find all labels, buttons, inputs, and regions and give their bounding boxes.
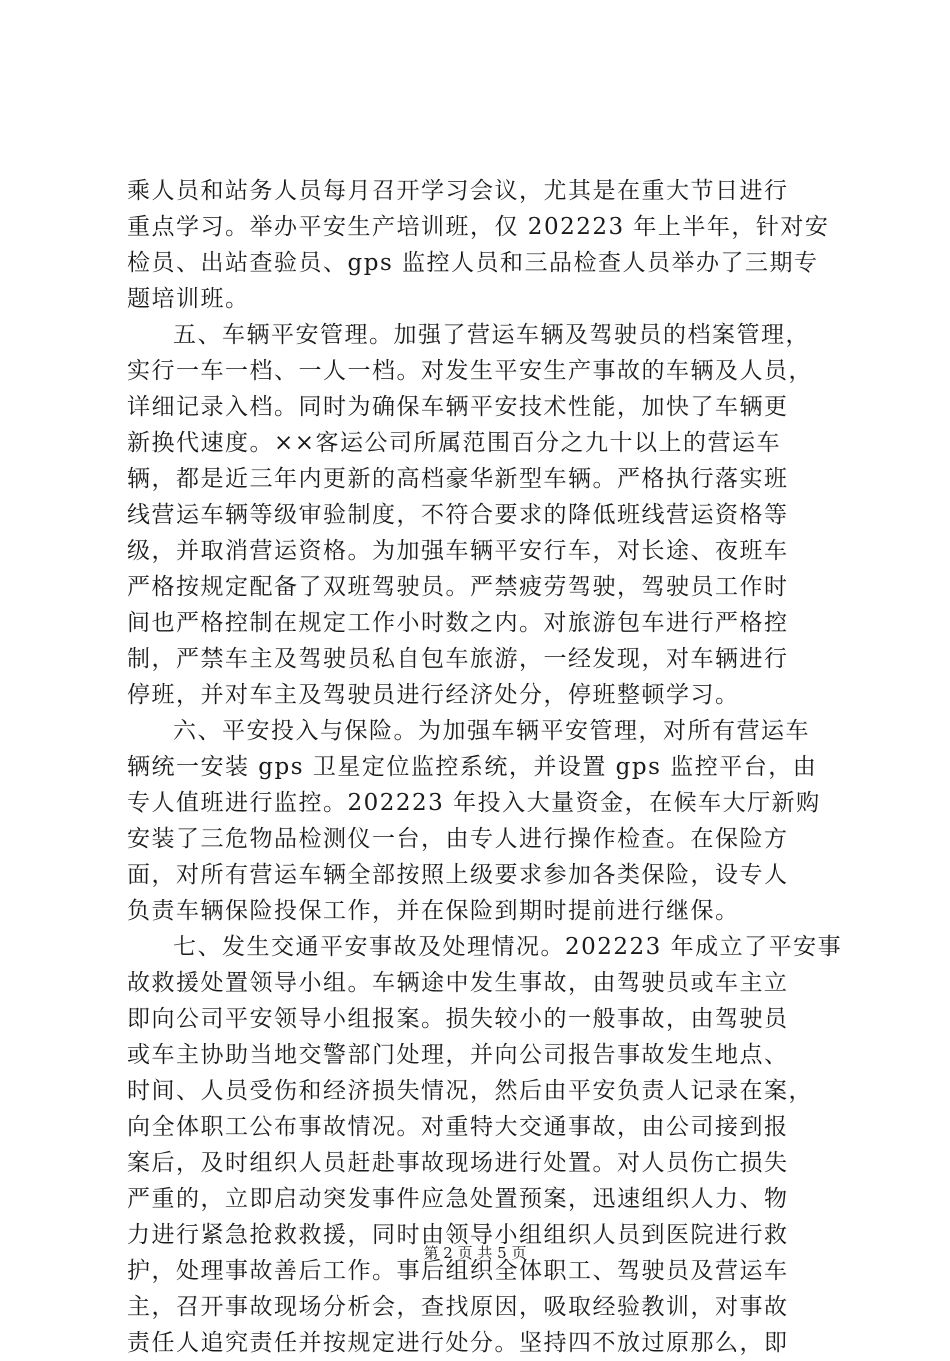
page-footer: 第 2 页 共 5 页 [423,1244,527,1262]
text-line: 停班，并对车主及驾驶员进行经济处分，停班整顿学习。 [127,682,740,708]
text-line: 重点学习。举办平安生产培训班，仅 202223 年上半年，针对安 [127,214,830,240]
text-line: 严重的，立即启动突发事件应急处置预案，迅速组织人力、物 [127,1186,789,1212]
text-line: 新换代速度。××客运公司所属范围百分之九十以上的营运车 [127,430,782,456]
text-line: 即向公司平安领导小组报案。损失较小的一般事故，由驾驶员 [127,1006,789,1032]
text-line: 题培训班。 [127,286,250,312]
text-line: 级，并取消营运资格。为加强车辆平安行车，对长途、夜班车 [127,538,789,564]
text-line: 责任人追究责任并按规定进行处分。坚持四不放过原那么，即 [127,1330,789,1356]
text-line: 七、发生交通平安事故及处理情况。202223 年成立了平安事 [173,934,843,960]
text-line: 或车主协助当地交警部门处理，并向公司报告事故发生地点、 [127,1042,789,1068]
text-line: 制，严禁车主及驾驶员私自包车旅游，一经发现，对车辆进行 [127,646,789,672]
text-line: 面，对所有营运车辆全部按照上级要求参加各类保险，设专人 [127,862,789,888]
text-line: 严格按规定配备了双班驾驶员。严禁疲劳驾驶，驾驶员工作时 [127,574,789,600]
text-line: 检员、出站查验员、gps 监控人员和三品检查人员举办了三期专 [127,250,819,276]
text-line: 线营运车辆等级审验制度，不符合要求的降低班线营运资格等 [127,502,789,528]
text-line: 主，召开事故现场分析会，查找原因，吸取经验教训，对事故 [127,1294,789,1320]
text-line: 间也严格控制在规定工作小时数之内。对旅游包车进行严格控 [127,610,789,636]
text-line: 五、车辆平安管理。加强了营运车辆及驾驶员的档案管理， [173,322,810,348]
text-line: 向全体职工公布事故情况。对重特大交通事故，由公司接到报 [127,1114,789,1140]
text-line: 专人值班进行监控。202223 年投入大量资金，在候车大厅新购 [127,790,821,816]
text-line: 六、平安投入与保险。为加强车辆平安管理，对所有营运车 [173,718,810,744]
text-line: 案后，及时组织人员赶赴事故现场进行处置。对人员伤亡损失 [127,1150,789,1176]
text-line: 辆统一安装 gps 卫星定位监控系统，并设置 gps 监控平台，由 [127,754,818,780]
text-line: 负责车辆保险投保工作，并在保险到期时提前进行继保。 [127,898,740,924]
text-line: 辆，都是近三年内更新的高档豪华新型车辆。严格执行落实班 [127,466,789,492]
text-line: 乘人员和站务人员每月召开学习会议，尤其是在重大节日进行 [127,178,789,204]
text-line: 故救援处置领导小组。车辆途中发生事故，由驾驶员或车主立 [127,970,789,996]
text-line: 详细记录入档。同时为确保车辆平安技术性能，加快了车辆更 [127,394,789,420]
text-line: 力进行紧急抢救救援，同时由领导小组组织人员到医院进行救 [127,1222,789,1248]
body-text [127,173,847,1361]
text-line: 安装了三危物品检测仪一台，由专人进行操作检查。在保险方 [127,826,789,852]
text-line: 护，处理事故善后工作。事后组织全体职工、驾驶员及营运车 [127,1258,789,1284]
text-line: 时间、人员受伤和经济损失情况，然后由平安负责人记录在案， [127,1078,813,1104]
text-line: 实行一车一档、一人一档。对发生平安生产事故的车辆及人员， [127,358,813,384]
